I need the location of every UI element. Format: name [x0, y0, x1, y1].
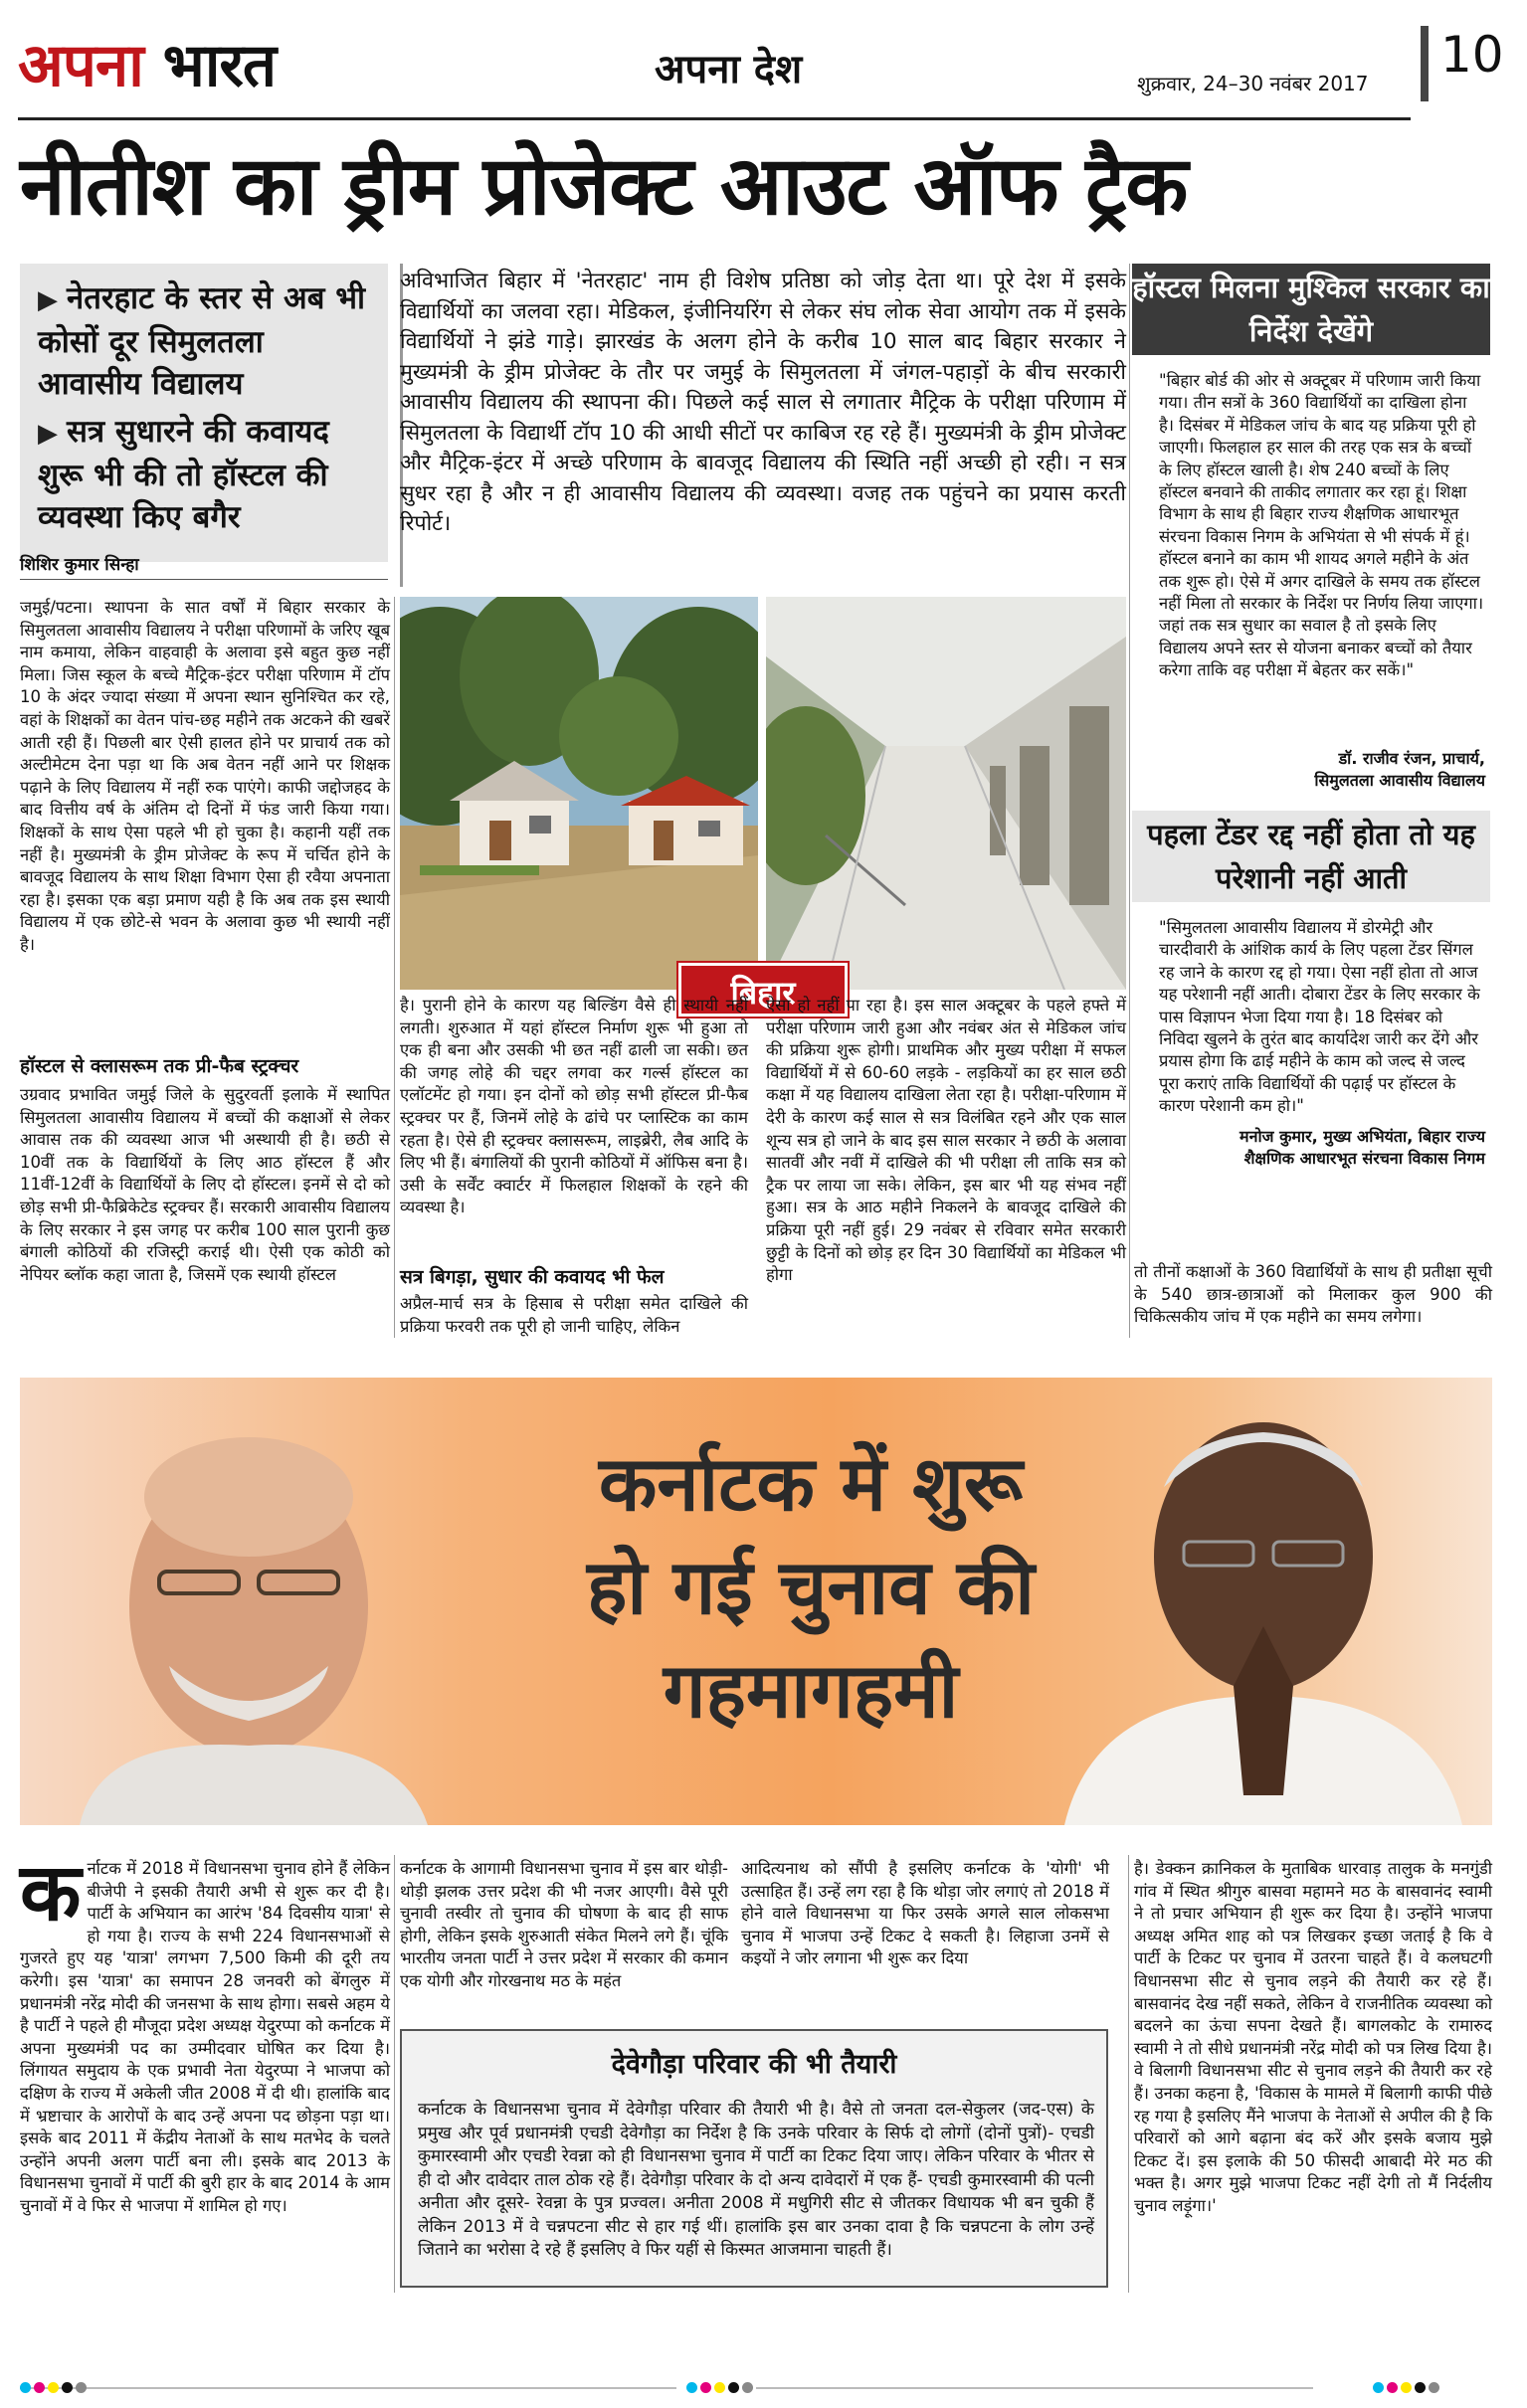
- region-badge: बिहार: [678, 963, 848, 1017]
- article-column-2: है। पुरानी होने के कारण यह बिल्डिंग वैसे ही स्थायी नहीं लगती। शुरुआत में यहां हॉस्टल निर्माण शुरू भी हुआ तो एक ही बना और उसकी भी छत नहीं ढाली जा सकी। छत की जगह लोहे की चद्दर लगवा कर गर्ल्स हॉस्टल का एलॉटमेंट हो गया। इन दोनों को छोड़ सभी हॉस्टल प्री-फैब स्ट्रक्चर पर हैं, जिनमें लोहे के ढांचे पर प्लास्टिक का काम रहता है। ऐसे ही स्ट्रक्चर क्लासरूम, लाइब्रेरी, लैब आदि के लिए भी हैं। बंगालियों की पुरानी कोठियों में ऑफिस बना है। उसी के सर्वेंट क्वार्टर में फिलहाल शिक्षकों के रहने की व्यवस्था है।: [400, 996, 748, 1217]
- karnataka-text-1: र्नाटक में 2018 में विधानसभा चुनाव होने हैं लेकिन बीजेपी ने इसकी तैयारी अभी से शुरू कर दी है। पार्टी के अभियान का आरंभ '84 दिवसीय यात्रा' से हो गया है। राज्य के सभी 224 विधानसभाओं से गुजरते हुए यह 'यात्रा' लगभग 7,500 किमी की दूरी तय करेगी। इस 'यात्रा' का समापन 28 जनवरी को बेंगलुरु में प्रधानमंत्री नरेंद्र मोदी की जनसभा के साथ होगा। सबसे अहम ये है पार्टी ने पहले ही मौजूदा प्रदेश अध्यक्ष येदुरप्पा को कर्नाटक में अपना मुख्यमंत्री पद का उम्मीदवार घोषित कर दिया है। लिंगायत समुदाय के एक प्रभावी नेता येदुरप्पा ने भाजपा को दक्षिण के राज्य में अकेली जीत 2008 में दी थी। हालांकि बाद में भ्रष्टाचार के आरोपों के बाद उन्हें अपना पद छोड़ना पड़ा था। इसके बाद 2011 में केंद्रीय नेताओं के साथ मतभेद के चलते उन्होंने अपनी अलग पार्टी बना ली। इसके बाद 2013 के विधानसभा चुनावों में पार्टी की बुरी हार के बाद 2014 के आम चुनावों में वे फिर से भाजपा में शामिल हो गए।: [20, 1859, 390, 2215]
- logo-part-1: अपना: [18, 31, 143, 100]
- magenta-dot: [34, 2382, 45, 2393]
- cyan-dot: [1373, 2382, 1384, 2393]
- sidebar-quote-principal: "बिहार बोर्ड की ओर से अक्टूबर में परिणाम जारी किया गया। तीन सत्रों के 360 विद्यार्थियों का दाखिला होना है। दिसंबर में मेडिकल जांच के बाद यह प्रक्रिया पूरी हो जाएगी। फिलहाल हर साल की तरह एक सत्र के बच्चों के लिए हॉस्टल खाली है। शेष 240 बच्चों के लिए हॉस्टल बनवाने की ताकीद लगातार कर रहा हूं। शिक्षा विभाग के साथ ही बिहार राज्य शैक्षणिक आधारभूत संरचना विकास निगम के अभियंता से भी संपर्क में हूं। हॉस्टल बनाने का काम भी शायद अगले महीने के अंत तक शुरू हो। ऐसे में अगर दाखिले के समय तक हॉस्टल नहीं मिला तो सरकार के निर्देश पर निर्णय लिया जाएगा। जहां तक सत्र सुधार का सवाल है तो इसके लिए विद्यालय अपने स्तर से योजना बनाकर बच्चों को तैयार करेगा ताकि वह परीक्षा में बेहतर कर सकें।": [1159, 371, 1484, 680]
- karnataka-column-3: आदित्यनाथ को सौंपी है इसलिए कर्नाटक के 'योगी' भी उत्साहित हैं। उन्हें लग रहा है कि थोड़ा जोर लगाएं तो 2018 में होने वाले विधानसभा या फिर उसके अगले साल लोकसभा चुनाव में भाजपा उन्हें टिकट दे सकती है। लिहाजा उनमें से कइयों ने जोर लगाना भी शुरू कर दिया: [741, 1859, 1109, 1968]
- highlights-box: [20, 264, 388, 562]
- black-dot: [62, 2382, 73, 2393]
- footer-rule: [756, 2387, 1313, 2389]
- drop-cap: क: [20, 1846, 82, 1939]
- grey-dot: [742, 2382, 753, 2393]
- column-divider: [394, 597, 395, 1338]
- highlight-text: सत्र सुधारने की कवायद शुरू भी की तो हॉस्टल की व्यवस्था किए बगैर: [38, 414, 329, 535]
- cyan-dot: [20, 2382, 31, 2393]
- black-dot: [728, 2382, 739, 2393]
- sidebar-quote-engineer: "सिमुलतला आवासीय विद्यालय में डोरमेट्री और चारदीवारी के आंशिक कार्य के लिए पहला टेंडर सिंगल रह जाने के कारण रद्द हो गया। ऐसा नहीं होता तो आज यह परेशानी नहीं आती। दोबारा टेंडर के लिए सरकार के पास विज्ञापन भेजा दिया गया है। 18 दिसंबर को निविदा खुलने के तुरंत बाद कार्यादेश जारी कर देंगे और प्रयास होगा कि ढाई महीने के काम को जल्द से जल्द पूरा कराएं ताकि विद्यार्थियों की पढ़ाई पर हॉस्टल के कारण परेशानी कम हो।": [1159, 918, 1480, 1116]
- footer-rule: [20, 2387, 676, 2389]
- article-intro: अविभाजित बिहार में 'नेतरहाट' नाम ही विशेष प्रतिष्ठा को जोड़ देता था। पूरे देश में इसके विद्यार्थियों का जलवा रहा। मेडिकल, इंजीनियरिंग से लेकर संघ लोक सेवा आयोग तक में इसके विद्यार्थियों ने झंडे गाड़े। झारखंड के अलग होने के करीब 10 साल बाद बिहार सरकार ने मुख्यमंत्री के ड्रीम प्रोजेक्ट के तौर पर जमुई के सिमुलतला में जंगल-पहाड़ों के बीच सरकारी आवासीय विद्यालय की स्थापना की। पिछले कई साल से लगातार मैट्रिक के परीक्षा परिणाम में सिमुलतला के विद्यार्थी टॉप 10 की आधी सीटों पर काबिज रह रहे हैं। मुख्यमंत्री के ड्रीम प्रोजेक्ट और मैट्रिक-इंटर में अच्छे परिणाम के बावजूद विद्यालय की स्थिति नहीं अच्छी हो रही। न सत्र सुधर रहा है और न ही आवासीय विद्यालय की व्यवस्था। वजह तक पहुंचने का प्रयास करती रिपोर्ट।: [400, 269, 1126, 536]
- devegowda-heading: देवेगौड़ा परिवार की भी तैयारी: [611, 2049, 897, 2080]
- magenta-dot: [1387, 2382, 1398, 2393]
- highlight-item: [38, 411, 370, 538]
- issue-date: शुक्रवार, 24–30 नवंबर 2017: [1137, 72, 1369, 95]
- cyan-dot: [686, 2382, 697, 2393]
- logo-part-2: भारत: [162, 31, 277, 100]
- signature-line: मनोज कुमार, मुख्य अभियंता, बिहार राज्य: [1240, 1127, 1485, 1146]
- masthead-rule: [18, 117, 1411, 120]
- sidebar-heading-principal: हॉस्टल मिलना मुश्किल सरकार का निर्देश देखेंगे: [1132, 264, 1490, 355]
- section-name: अपना देश: [655, 47, 803, 93]
- article-column-2b: अप्रैल-मार्च सत्र के हिसाब से परीक्षा समेत दाखिले की प्रक्रिया फरवरी तक पूरी हो जानी चाहिए, लेकिन: [400, 1294, 748, 1336]
- campus-photo-illustration: [400, 597, 758, 990]
- main-headline: नीतीश का ड्रीम प्रोजेक्ट आउट ऑफ ट्रैक: [20, 139, 1188, 234]
- karnataka-column-1: [20, 1846, 390, 2276]
- signature-line: सिमुलतला आवासीय विद्यालय: [1314, 771, 1485, 790]
- column-divider: [394, 1855, 395, 2293]
- grey-dot: [76, 2382, 87, 2393]
- grey-dot: [1429, 2382, 1439, 2393]
- banner-line: गहमागहमी: [663, 1646, 959, 1735]
- triangle-bullet-icon: ▶: [38, 285, 68, 315]
- banner-headline: [453, 1432, 1169, 1743]
- triangle-bullet-icon: ▶: [38, 419, 68, 449]
- page-number: 10: [1421, 26, 1504, 101]
- highlight-text: नेतरहाट के स्तर से अब भी कोसों दूर सिमुलतला आवासीय विद्यालय: [38, 280, 366, 402]
- black-dot: [1415, 2382, 1426, 2393]
- karnataka-column-4: है। डेक्कन क्रानिकल के मुताबिक धारवाड़ तालुक के मनगुंडी गांव में स्थित श्रीगुरु बासवा महामने मठ के बासवानंद स्वामी ने तो प्रचार अभियान ही शुरू कर दिया है। उन्होंने भाजपा अध्यक्ष अमित शाह को पत्र लिखकर इच्छा जताई है कि वे पार्टी के टिकट पर चुनाव में उतरना चाहते हैं। वे कलघटगी विधानसभा सीट से चुनाव लड़ने की तैयारी कर रहे हैं। बासवानंद देख नहीं सकते, लेकिन वे राजनीतिक व्यवस्था को बदलने का ऊंचा सपना देखते हैं। बागलकोट के रामारुद स्वामी ने तो सीधे प्रधानमंत्री नरेंद्र मोदी को पत्र लिख दिया है। वे बिलागी विधानसभा सीट से चुनाव लड़ने की तैयारी कर रहे हैं। उनका कहना है, 'विकास के मामले में बिलागी काफी पीछे रह गया है इसलिए मैंने भाजपा के नेताओं से अपील की है कि परिवारों को आगे बढ़ाना बंद करें और इसके बजाय मुझे टिकट दें। इस इलाके की 50 फीसदी आबादी मेरे मठ की भक्त है। अगर मुझे भाजपा टिकट नहीं देगी तो मैं निर्दलीय चुनाव लड़ूंगा।': [1134, 1859, 1492, 2215]
- print-registration-marks: [0, 2382, 1527, 2396]
- photo-campus-cottages: [400, 597, 758, 990]
- corridor-photo-illustration: [766, 597, 1126, 990]
- magenta-dot: [700, 2382, 711, 2393]
- highlight-item: [38, 278, 370, 405]
- signature-line: डॉ. राजीव रंजन, प्राचार्य,: [1338, 749, 1485, 768]
- yellow-dot: [714, 2382, 725, 2393]
- subheading-session: सत्र बिगड़ा, सुधार की कवायद भी फेल: [400, 1266, 665, 1288]
- article-column-1: जमुई/पटना। स्थापना के सात वर्षों में बिहार सरकार के सिमुलतला आवासीय विद्यालय ने परीक्षा परिणामों के जरिए खूब नाम कमाया, लेकिन वाहवाही के अलावा इसे बहुत कुछ नहीं मिला। जिस स्कूल के बच्चे मैट्रिक-इंटर परीक्षा परिणाम में टॉप 10 के अंदर ज्यादा संख्या में अपना स्थान सुनिश्चित कर रहे, वहां के शिक्षकों का वेतन पांच-छह महीने तक अटकने की खबरें आती रही हैं। पिछली बार ऐसी हालत होने पर प्राचार्य तक को अल्टीमेटम देना पड़ा था कि अब वेतन नहीं आने पर शिक्षक पढ़ाने के लिए विद्यालय में नहीं रुक पाएंगे। काफी जद्दोजहद के बाद वित्तीय वर्ष के अंतिम दो दिनों में फंड जारी किया गया। शिक्षकों के साथ ऐसा पहले भी हो चुका है। कहानी यहीं तक नहीं है। मुख्यमंत्री के ड्रीम प्रोजेक्ट के रूप में चर्चित होने के बावजूद विद्यालय के साथ शिक्षा विभाग ऐसा ही रवैया अपनाता रहा है। इसका एक बड़ा प्रमाण यही है कि अब तक इस स्थायी विद्यालय में एक छोटे-से भवन के अलावा कुछ भी स्थायी नहीं है।: [20, 598, 390, 954]
- sidebar-signature-engineer: [1159, 1126, 1485, 1170]
- article-column-3: ऐसा हो नहीं पा रहा है। इस साल अक्टूबर के पहले हफ्ते में परीक्षा परिणाम जारी हुआ और नवंबर अंत से मेडिकल जांच की प्रक्रिया शुरू होगी। प्राथमिक और मुख्य परीक्षा में सफल विद्यार्थियों में से 60-60 लड़के - लड़कियों का हर साल छठी कक्षा में यह विद्यालय दाखिला लेता रहा है। परीक्षा-परिणाम में देरी के कारण कई साल से सत्र विलंबित रहने और एक साल शून्य सत्र हो जाने के बाद इस साल सरकार ने छठी के अलावा सातवीं और नवीं में दाखिले की भी परीक्षा ली ताकि सत्र को ट्रैक पर लाया जा सके। लेकिन, इस बार भी यह संभव नहीं हुआ। सत्र के आठ महीने निकलने के बावजूद दाखिले की प्रक्रिया पूरी नहीं हुई। 29 नवंबर से रविवार समेत सरकारी छुट्टी के दिनों को छोड़ हर दिन 30 विद्यार्थियों का मेडिकल भी होगा: [766, 996, 1126, 1285]
- sidebar-signature-principal: [1159, 748, 1485, 792]
- banner-line: हो गई चुनाव की: [587, 1543, 1035, 1631]
- logo: [18, 22, 276, 103]
- photo-hostel-corridor: [766, 597, 1126, 990]
- subheading-hostel: हॉस्टल से क्लासरूम तक प्री-फैब स्ट्रक्चर: [20, 1055, 299, 1077]
- yellow-dot: [1401, 2382, 1412, 2393]
- masthead: [18, 22, 1510, 109]
- byline: शिशिर कुमार सिन्हा: [20, 552, 388, 580]
- signature-line: शैक्षणिक आधारभूत संरचना विकास निगम: [1243, 1149, 1485, 1168]
- karnataka-column-2: कर्नाटक के आगामी विधानसभा चुनाव में इस बार थोड़ी-थोड़ी झलक उत्तर प्रदेश की भी नजर आएगी। वैसे पूरी चुनावी तस्वीर तो चुनाव की घोषणा के बाद ही साफ होगी, लेकिन इसके शुरुआती संकेत मिलने लगे हैं। चूंकि भारतीय जनता पार्टी ने उत्तर प्रदेश में सरकार की कमान एक योगी और गोरखनाथ मठ के महंत: [400, 1859, 728, 1990]
- devegowda-text: कर्नाटक के विधानसभा चुनाव में देवेगौड़ा परिवार की तैयारी भी है। वैसे तो जनता दल-सेकुलर (जद-एस) के प्रमुख और पूर्व प्रधानमंत्री एचडी देवेगौड़ा का निर्देश है कि उनके परिवार के सिर्फ दो लोगों (दोनों पुत्रों)- एचडी कुमारस्वामी और एचडी रेवन्ना को ही विधानसभा चुनाव में पार्टी का टिकट दिया जाए। लेकिन परिवार के भीतर से ही दो और दावेदार ताल ठोक रहे हैं। देवेगौड़ा परिवार के दो अन्य दावेदारों में एक हैं- एचडी कुमारस्वामी की पत्नी अनीता और दूसरे- रेवन्ना के पुत्र प्रज्वल। अनीता 2008 में मधुगिरी सीट से जीतकर विधायक भी बन चुकी हैं लेकिन 2013 में वे चन्नपटना सीट से हार गई थीं। हालांकि इस बार उनका दावा है कि चन्नपटना के लोग उन्हें जिताने का भरोसा दे रहे हैं इसलिए वे फिर यहीं से किस्मत आजमाना चाहती हैं।: [418, 2100, 1094, 2260]
- column-divider: [1128, 1855, 1129, 2293]
- article-column-1b: उग्रवाद प्रभावित जमुई जिले के सुदुरवर्ती इलाके में स्थापित सिमुलतला आवासीय विद्यालय में बच्चों की कक्षाओं से लेकर आवास तक की व्यवस्था आज भी अस्थायी ही है। छठी से 10वीं तक के विद्यार्थियों के लिए आठ हॉस्टल हैं और 11वीं-12वीं के विद्यार्थियों के लिए दो हॉस्टल। इनमें से दो को छोड़ सभी प्री-फैब्रिकेटेड स्ट्रक्चर हैं। सरकारी आवासीय विद्यालय के लिए सरकार ने इस जगह पर करीब 100 साल पुरानी कुछ बंगाली कोठियों की रजिस्ट्री कराई थी। ऐसी एक कोठी को नेपियर ब्लॉक कहा जाता है, जिसमें एक स्थायी हॉस्टल: [20, 1085, 390, 1284]
- sidebar-continuation: तो तीनों कक्षाओं के 360 विद्यार्थियों के साथ ही प्रतीक्षा सूची के 540 छात्र-छात्राओं को मिलाकर कुल 900 की चिकित्सकीय जांच में एक महीने का समय लगेगा।: [1134, 1262, 1492, 1327]
- banner-line: कर्नाटक में शुरू: [598, 1439, 1023, 1528]
- yellow-dot: [48, 2382, 59, 2393]
- column-divider: [1129, 264, 1130, 1338]
- sidebar-heading-tender: पहला टेंडर रद्द नहीं होता तो यह परेशानी नहीं आती: [1132, 811, 1490, 902]
